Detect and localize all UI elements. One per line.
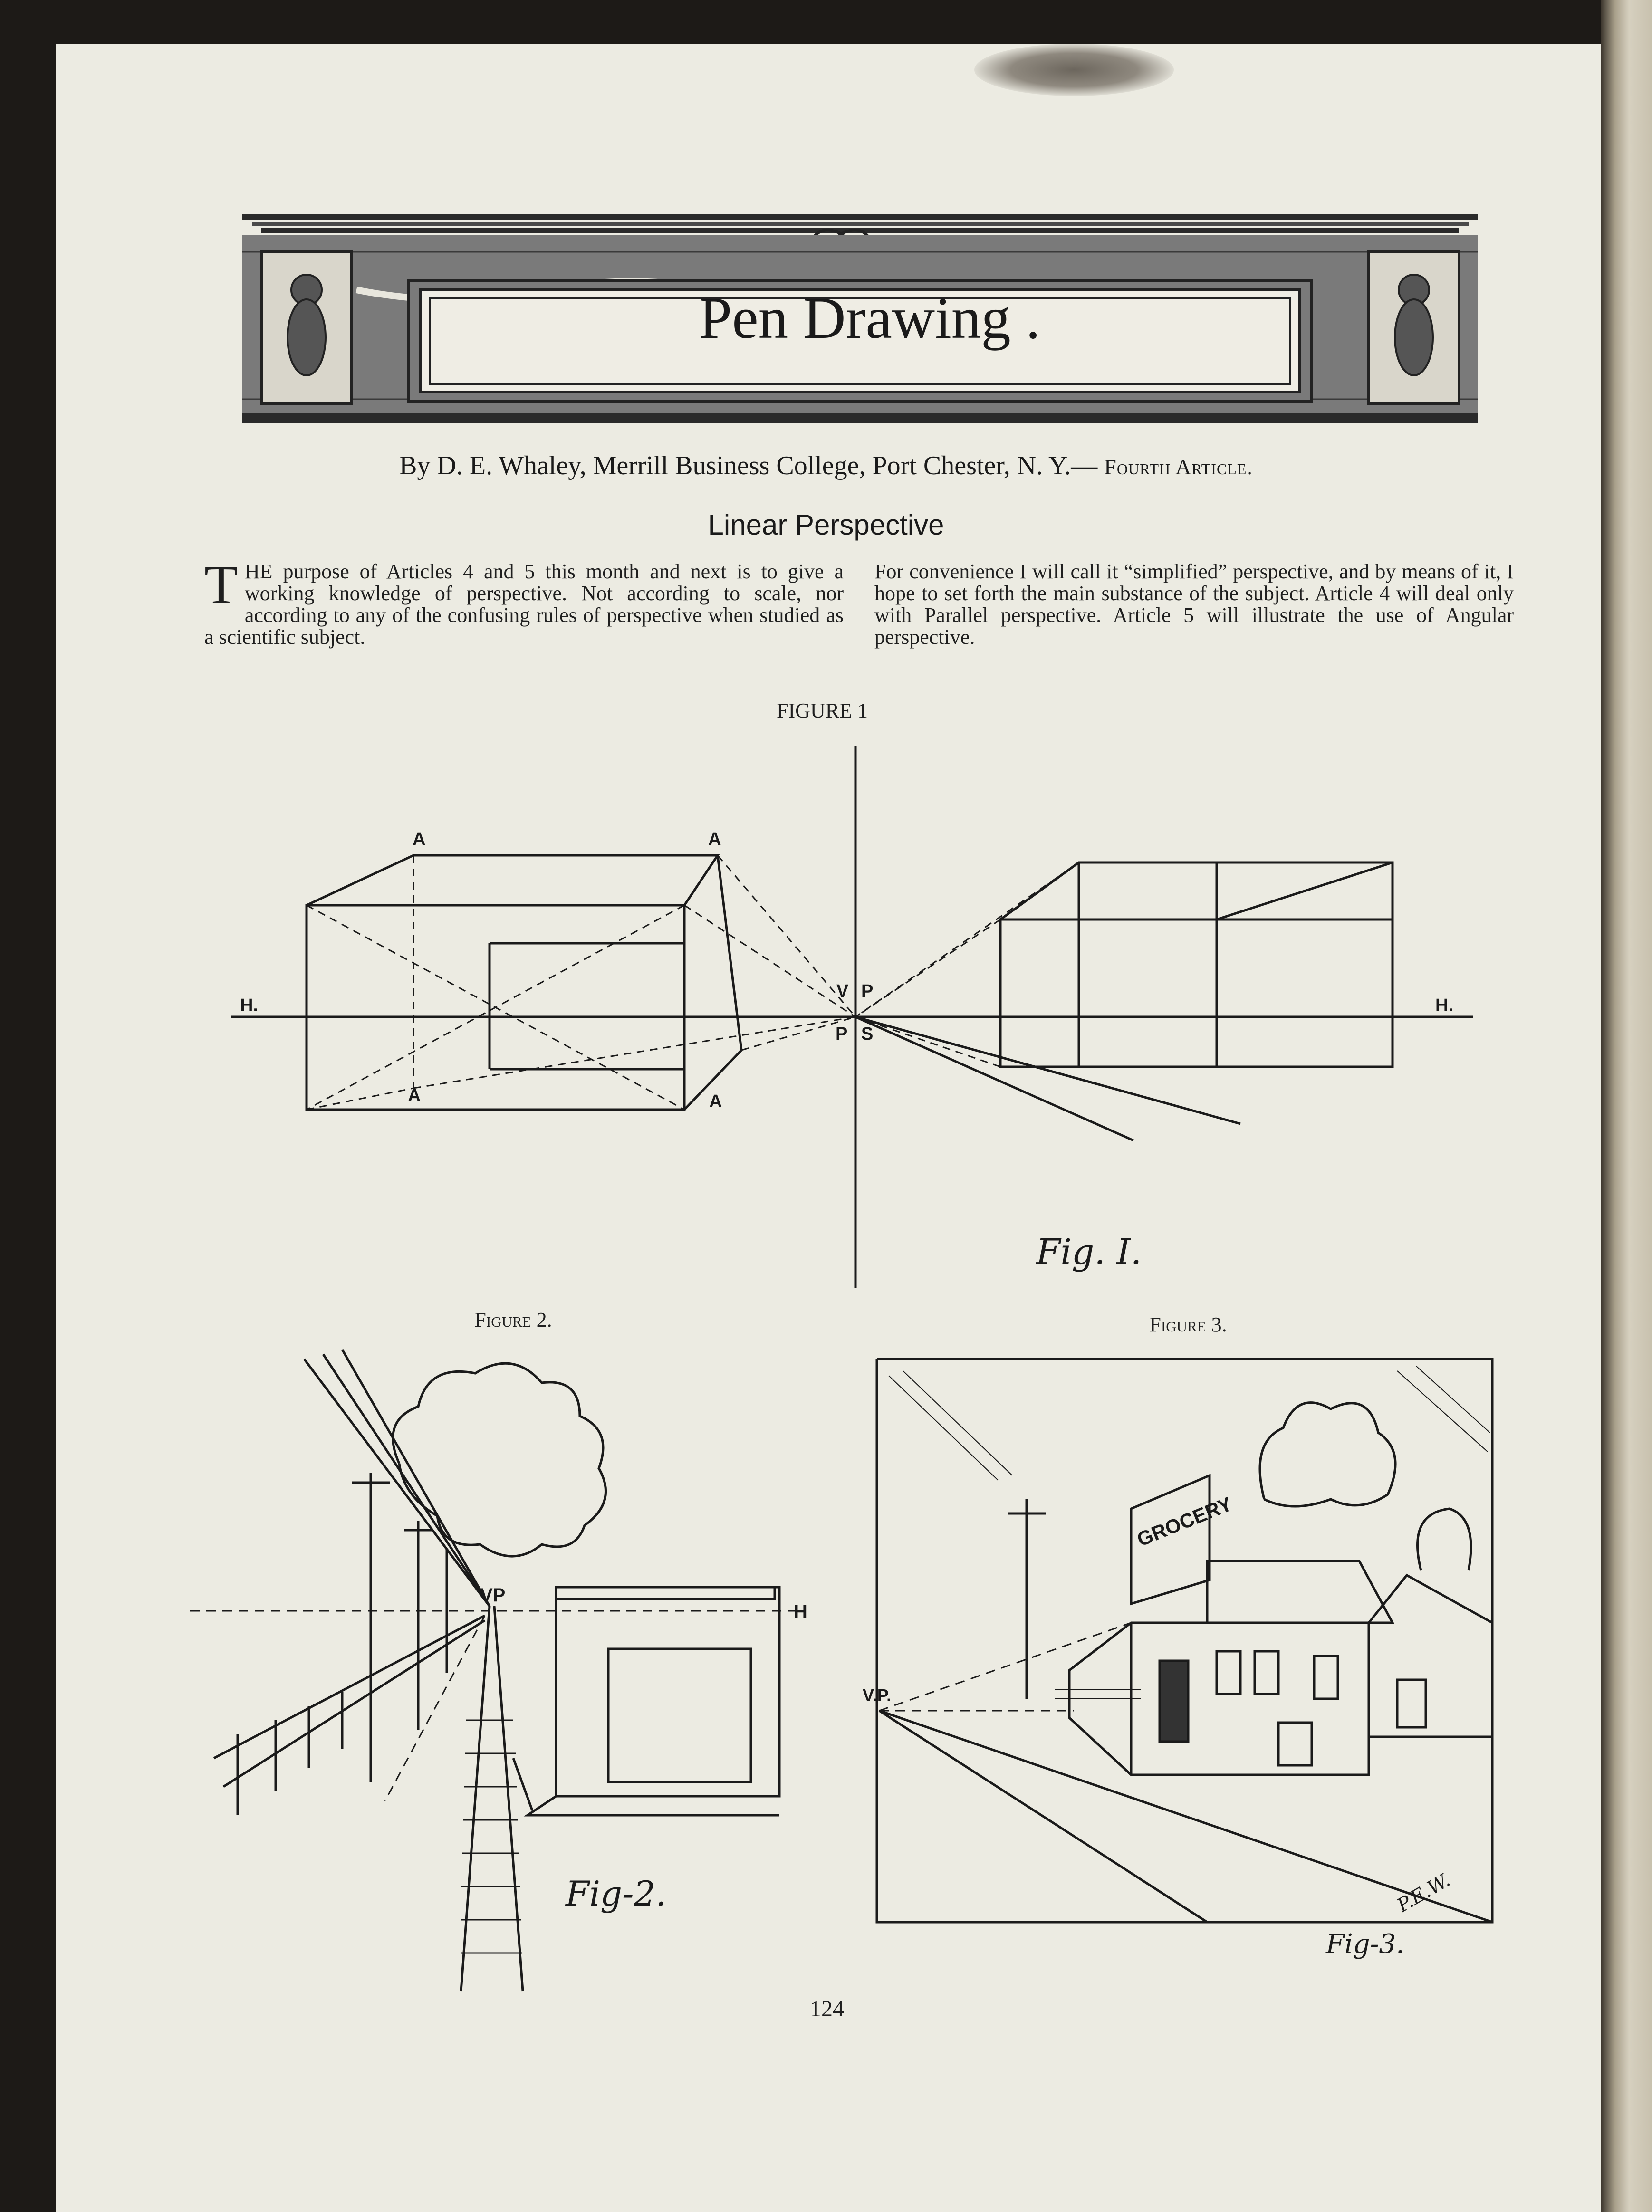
fig1-label-v: V [836,981,849,1001]
figure2-drawing [181,1340,846,2005]
byline-author: By D. E. Whaley, Merrill Business College, Port Chester, N. Y.— [399,451,1098,480]
fig1-label-p-top: P [861,981,874,1001]
figure2-caption: Figure 2. [474,1308,552,1331]
figure3-caption: Figure 3. [1149,1313,1227,1336]
fig2-label-vp: VP [480,1585,506,1606]
body-text-right: For convenience I will call it “simplified” perspective, and by means of it, I hope to set forth the main substance of the subject. Article 4 will deal only with Parallel perspective. Article 5 will illustrate the use of Angular perspective. [874,560,1514,649]
fig1-label-a-2: A [708,829,721,849]
article-title: Pen Drawing . [699,285,1041,351]
fig1-label-a-4: A [709,1092,722,1111]
article-subtitle: Linear Perspective [708,509,944,541]
fig1-label-a-3: A [408,1086,421,1106]
fig2-handwritten-label: Fig-2. [566,1874,667,1914]
fig3-handwritten-label: Fig-3. [1326,1929,1404,1960]
body-text-left: HE purpose of Articles 4 and 5 this month and next is to give a working knowledge of perspective. Not according to scale, nor according to any of the confusing rules of perspective when studied as a scientific subject. [204,560,844,649]
fig1-label-a-1: A [413,829,426,849]
fig2-label-h: H [794,1601,807,1622]
fig1-handwritten-label: Fig. I. [1036,1232,1142,1273]
fig1-label-p-bottom: P [836,1024,848,1044]
fig1-label-h-left: H. [240,996,258,1015]
figure1-caption: FIGURE 1 [777,699,868,722]
figure3-drawing [863,1357,1502,1960]
fig3-signature: P.E.W. [1393,1869,1454,1917]
fig1-label-s: S [861,1024,874,1044]
fig1-label-h-right: H. [1435,996,1453,1015]
drop-cap: T [204,555,238,615]
byline-article-note: Fourth Article. [1104,455,1253,479]
fig3-grocery-sign: GROCERY [1133,1492,1235,1551]
fig3-label-vp: V.P. [863,1685,892,1705]
page-number: 124 [810,1996,844,2021]
